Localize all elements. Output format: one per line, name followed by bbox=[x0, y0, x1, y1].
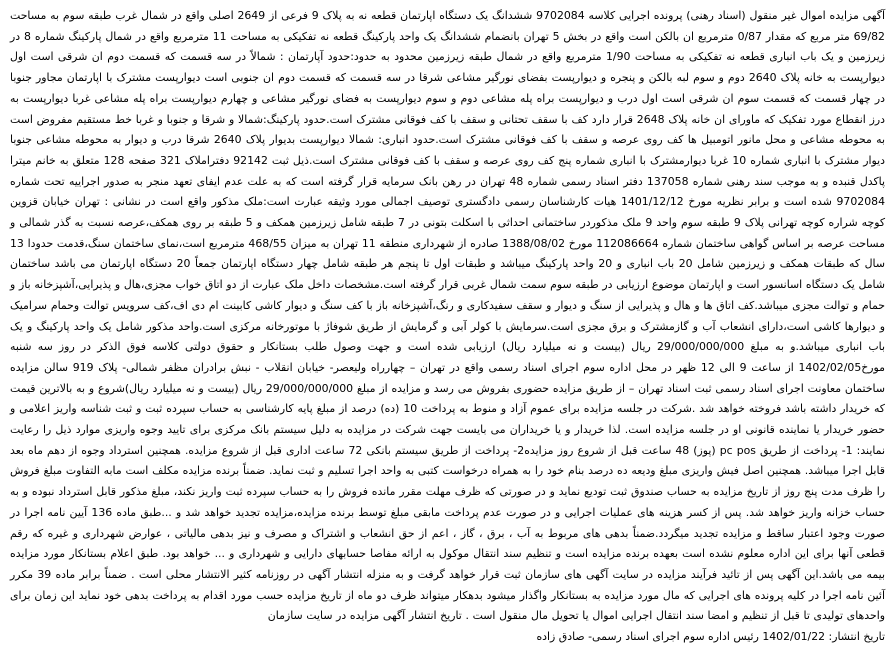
notice-body-text: آگهی مزایده اموال غیر منقول (اسناد رهنی) پرونده اجرایی کلاسه 9702084 ششدانگ یک دستگاه اپارتمان قطعه نه به پلاک 9 فرعی از 2649 اصلی واقع در شمال غرب طبقه سوم به مساحت 69/82 متر مربع که مقدار 0/87 مترمربع ان بالکن است واقع در بخش 5 تهران بانضمام ششدانگ یک واحد پارکینگ قطعه نه تفکیکی به مساحت 11 مترمربع واقع در شمال پارکینگ شماره 8 در زیرزمین و یک باب انباری قطعه نه تفکیکی به مساحت 1/90 مترمربع واقع در شمال طبقه زیرزمین محدود به حدود:حدود آپارتمان : شمالاً در سه قسمت که قسمت دوم ان شرقی است اول دیوارپست به خانه پلاک 2640 دوم و سوم لبه بالکن و پنجره و دیوارپست بفضای نورگیر مشاعی شرقا در سه قسمت که قسمت دوم ان جنوبی است دیوارپست مشترک با اپارتمان مجاور جنوبا در چهار قسمت که قسمت سوم ان شرقی است اول درب و دیوارپست براه پله مشاعی دوم و سوم دیوارپست به فضای نورگیر مشاعی و چهارم دیوارپست براه پله مشاعی غربا دیوارپست به درز انقطاع مورد تفکیک که ماورای ان خانه پلاک 2648 قرار دارد کف با سقف تحتانی و سقف با کف فوقانی مشترک است.حدود پارکینگ:شمالا و شرقا و جنوبا و غربا خط مستقیم مفروض است به محوطه مشاعی و محل مانور اتومبیل ها کف روی عرصه و سقف با کف فوقانی مشترک است.حدود انباری: شمالا دیوارپست بدیوار پلاک 2640 شرقا درب و دیوار به محوطه مشاعی جنوبا دیوار مشترک با انباری شماره 10 غربا دیوارمشترک با انباری شماره پنج کف روی عرصه و سقف با کف فوقانی مشترک است.ذیل ثبت 92142 دفتراملاک 321 صفحه 128 متعلق به خانم میترا پاکدل قنبده و به موجب سند رهنی شماره 137058 دفتر اسناد رسمی شماره 48 تهران در رهن بانک سرمایه قرار گرفته است که به علت عدم ایفای تعهد منجر به صدور اجراییه تحت شماره 9702084 شده است و برابر نظریه مورخ 1401/12/12 هیات کارشناسان رسمی دادگستری توصیف اجمالی مورد وثیقه عبارت است:ملک مذکور واقع است در نشانی : تهران خیابان قزوین کوچه شراره کوچه تهرانی پلاک 9 طبقه سوم واحد 9 ملک مذکوردر ساختمانی احداثی با اسکلت بتونی در 7 طبقه شامل زیرزمین همکف و 5 طبقه بر روی همکف،عرصه نسبت به گذر شمالی و مساحت عرصه بر اساس گواهی ساختمان شماره 112086664 مورخ 1388/08/02 صادره از شهرداری منطقه 11 تهران به میزان 468/55 مترمربع است،نمای ساختمان سنگ،قدمت حدودا 13 سال که طبقات همکف و زیرزمین شامل 20 باب انباری و 20 واحد پارکینگ میباشد و طبقات اول تا پنجم هر طبقه شامل چهار دستگاه اپارتمان جمعاً 20 دستگاه اپارتمان می باشد ساختمان شامل یک دستگاه اسانسور است و اپارتمان موضوع ارزیابی در طبقه سوم سمت شمال غربی قرار گرفته است.مشخصات داخل ملک عبارت از دو اتاق خواب مجزی،هال و پذیرایی،آشپزخانه باز و حمام و توالت مجزی میباشد.کف اتاق ها و هال و پذیرایی از سنگ و دیوار و سقف سفیدکاری و رنگ،آشپزخانه باز با کف سنگ و دیوار کاشی کابینت ام دی اف،کف سرویس توالت وحمام سرامیک و دیوارها کاشی است،دارای انشعاب آب و گازمشترک و برق مجزی است.سرمایش با کولر آبی و گرمایش از طریق شوفاژ با موتورخانه مرکزی است.واحد مذکور شامل یک واحد پارکینگ و یک باب انباری میباشد.و به مبلغ 29/000/000/000 ریال (بیست و نه میلیارد ریال) ارزیابی شده است و جهت وصول طلب بستانکار و حقوق دولتی کلاسه فوق الذکر در روز سه شنبه مورخ1402/02/05 از ساعت 9 الی 12 ظهر در محل اداره سوم اجرای اسناد رسمی واقع در تهران – چهارراه ولیعصر- خیابان انقلاب - نبش برادران مظفر شمالی- پلاک 919 سالن مزایده ساختمان معاونت اجرای اسناد رسمی ثبت اسناد تهران – از طریق مزایده حضوری بفروش می رسد و مزایده از مبلغ 29/000/000/000 ریال (بیست و نه میلیارد ریال)شروع و به بالاترین قیمت که خریدار داشته باشد فروخته خواهد شد .شرکت در جلسه مزایده برای عموم آزاد و منوط به پرداخت 10 (ده) درصد از مبلغ پایه کارشناسی به حساب سپرده ثبت و ثبت شناسه واریز اعلامی و حضور خریدار یا نماینده قانونی او در جلسه مزایده است. لذا خریدار و یا خریداران می بایست جهت شرکت در مزایده به دلیل سیستم بانک مرکزی برای تایید وجوه واریزی موارد ذیل را رعایت نمایند: 1- پرداخت از طریق pc pos (پوز) 48 ساعت قبل از شروع روز مزایده2- پرداخت از طریق سیستم بانکی 72 ساعت اداری قبل از شروع مزایده. همچنین استرداد وجوه از دهم ماه بعد قابل اجرا میباشد. همچنین اصل فیش واریزی مبلغ ودیعه ده درصد بنام خود را به همراه درخواست کتبی به واحد اجرا تسلیم و ثبت نماید. ضمناً برنده مزایده مکلف است مابه التفاوت مبلغ فروش را ظرف مدت پنج روز از تاریخ مزایده به حساب صندوق ثبت تودیع نماید و در صورتی که ظرف مهلت مقرر مانده فروش را به حساب سپرده ثبت واریز نکند، مبلغ مذکور قابل استرداد نبوده و به حساب خزانه واریز خواهد شد. پس از کسر هزینه های عملیات اجرایی و در صورت عدم پرداخت مابقی مبلغ توسط برنده مزایده،مزایده تجدید خواهد شد و ...طبق ماده 136 آیین نامه اجرا در صورت وجود اعتبار ساقط و مزایده تجدید میگردد.ضمناً بدهی های مربوط به آب ، برق ، گاز ، اعم از حق انشعاب و اشتراک و مصرف و نیز بدهی مالیاتی ، عوارض شهرداری و غیره که رقم قطعی آنها برای این اداره معلوم نشده است بعهده برنده مزایده است و تنظیم سند انتقال موکول به ارائه مفاصا حسابهای دارایی و شهرداری و ... خواهد بود. طبق اعلام بستانکار مورد مزایده بیمه می باشد.این آگهی پس از تائید فرآیند مزایده در سایت آگهی های سازمان ثبت قرار خواهد گرفت و به منزله انتشار آگهی در روزنامه کثیر الانتشار محلی است . ضمناً برابر ماده 39 مکرر آئین نامه اجرا در کلیه پرونده های اجرایی که مال مورد مزایده به بستانکار واگذار میشود بدهکار میتواند ظرف دو ماه از تاریخ مزایده حسب مورد اقدام به پرداخت بدهی خود نماید این زمان برای واحدهای تولیدی تا قبل از تنظیم و امضا سند انتقال اجرایی اموال یا تحویل مال منقول است . تاریخ انتشار آگهی مزایده در سایت سازمان bbox=[10, 9, 886, 623]
notice-signature: تاریخ انتشار: 1402/01/22 رئیس اداره سوم اجرای اسناد رسمی- صادق زاده bbox=[536, 630, 885, 644]
